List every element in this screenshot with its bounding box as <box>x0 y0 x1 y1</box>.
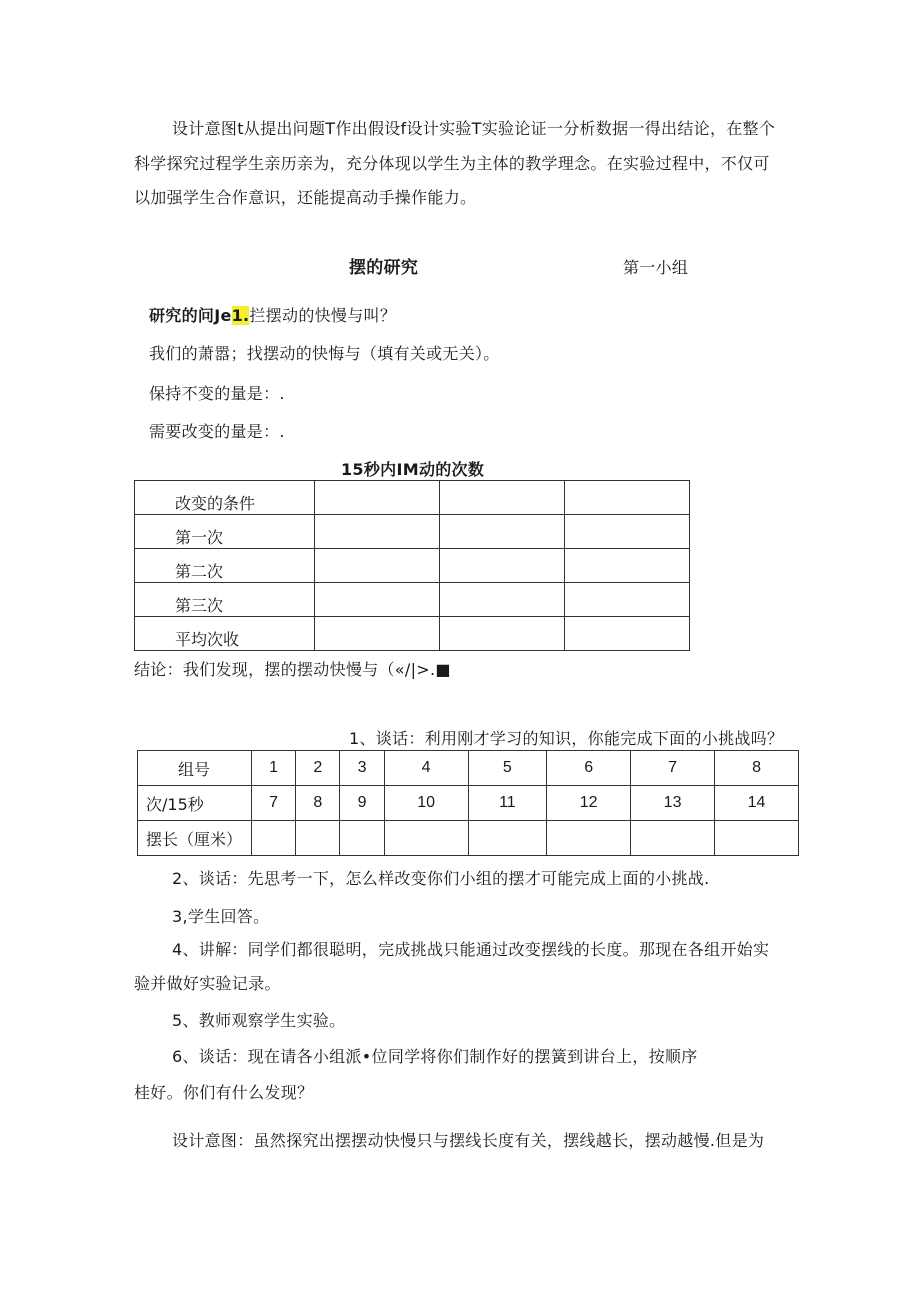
table-cell: 12 <box>547 786 631 821</box>
table-cell: 11 <box>468 786 547 821</box>
table-cell: 2 <box>296 751 340 786</box>
table-cell: 10 <box>384 786 468 821</box>
step-2: 2、谈话：先思考一下，怎么样改变你们小组的摆才可能完成上面的小挑战. <box>172 869 710 888</box>
table-row <box>138 786 799 821</box>
table-cell: 7 <box>631 751 715 786</box>
row-label: 组号 <box>138 751 252 786</box>
guess-line: 我们的萧嚣；找摆动的快悔与（填有关或无关）。 <box>149 344 500 363</box>
table-cell <box>468 821 547 856</box>
step-4-line-2: 验并做好实验记录。 <box>134 974 281 993</box>
table-cell <box>440 549 565 583</box>
table-cell: 1 <box>252 751 296 786</box>
talk-1: 1、谈话：利用刚才学习的知识，你能完成下面的小挑战吗？ <box>349 729 784 748</box>
question-rest: 拦摆动的快慢与叫？ <box>249 306 397 325</box>
table-cell <box>440 617 565 651</box>
table-row <box>135 617 690 651</box>
table-cell <box>715 821 799 856</box>
table-cell <box>565 617 690 651</box>
table-cell: 4 <box>384 751 468 786</box>
table-row <box>138 821 799 856</box>
row-label: 第一次 <box>135 515 315 549</box>
step-3: 3,学生回答。 <box>172 907 270 926</box>
table-cell <box>340 821 384 856</box>
challenge-table <box>137 750 799 856</box>
step-4-line-1: 4、讲解：同学们都很聪明，完成挑战只能通过改变摆线的长度。那现在各组开始实 <box>172 940 770 959</box>
table-cell <box>315 515 440 549</box>
table-row <box>135 549 690 583</box>
question-prefix: 研究的问Je <box>149 306 232 325</box>
table-cell <box>565 549 690 583</box>
intro-line-1: 设计意图t从提出问题T作出假设f设计实验T实验论证一分析数据一得出结论，在整个 <box>172 119 776 138</box>
table-cell <box>315 583 440 617</box>
table-cell <box>565 481 690 515</box>
table-cell: 9 <box>340 786 384 821</box>
row-label: 第二次 <box>135 549 315 583</box>
table-cell: 5 <box>468 751 547 786</box>
step-5: 5、教师观察学生实验。 <box>172 1011 346 1030</box>
table-cell <box>384 821 468 856</box>
intro-line-2: 科学探究过程学生亲历亲为，充分体现以学生为主体的教学理念。在实验过程中，不仅可 <box>134 154 770 173</box>
question-highlight: 1. <box>231 306 250 325</box>
step-6-line-2: 桂好。你们有什么发现？ <box>134 1083 314 1102</box>
table-cell <box>315 481 440 515</box>
table-cell <box>631 821 715 856</box>
table-cell: 14 <box>715 786 799 821</box>
research-question <box>149 306 396 326</box>
table-cell <box>565 583 690 617</box>
row-label: 次/15秒 <box>138 786 252 821</box>
page-title: 摆的研究 <box>349 258 419 278</box>
design-intent-2: 设计意图：虽然探究出摆摆动快慢只与摆线长度有关，摆线越长，摆动越慢.但是为 <box>172 1131 765 1150</box>
table-row <box>138 751 799 786</box>
row-label: 平均次收 <box>135 617 315 651</box>
row-label: 改变的条件 <box>135 481 315 515</box>
table-cell <box>440 515 565 549</box>
table1-caption: 15秒内IM动的次数 <box>341 460 485 479</box>
table-cell <box>440 481 565 515</box>
table-cell: 13 <box>631 786 715 821</box>
table-row <box>135 481 690 515</box>
table-cell <box>252 821 296 856</box>
record-table <box>134 480 690 651</box>
keep-line: 保持不变的量是：. <box>149 384 285 403</box>
table-cell: 3 <box>340 751 384 786</box>
group-label: 第一小组 <box>623 258 689 277</box>
step-6-line-1: 6、谈话：现在请各小组派•位同学将你们制作好的摆簧到讲台上，按顺序 <box>172 1047 698 1066</box>
table-cell <box>565 515 690 549</box>
table-row <box>135 583 690 617</box>
table-cell <box>296 821 340 856</box>
table-cell: 8 <box>296 786 340 821</box>
table-row <box>135 515 690 549</box>
row-label: 第三次 <box>135 583 315 617</box>
table-cell <box>440 583 565 617</box>
table-cell: 8 <box>715 751 799 786</box>
table-cell <box>547 821 631 856</box>
table-cell: 7 <box>252 786 296 821</box>
intro-line-3: 以加强学生合作意识，还能提高动手操作能力。 <box>134 188 477 207</box>
table-cell <box>315 549 440 583</box>
table-cell: 6 <box>547 751 631 786</box>
change-line: 需要改变的量是：. <box>149 422 285 441</box>
conclusion-line: 结论：我们发现，摆的摆动快慢与（«/|>.■ <box>134 660 451 679</box>
row-label: 摆长（厘米） <box>138 821 252 856</box>
table-cell <box>315 617 440 651</box>
